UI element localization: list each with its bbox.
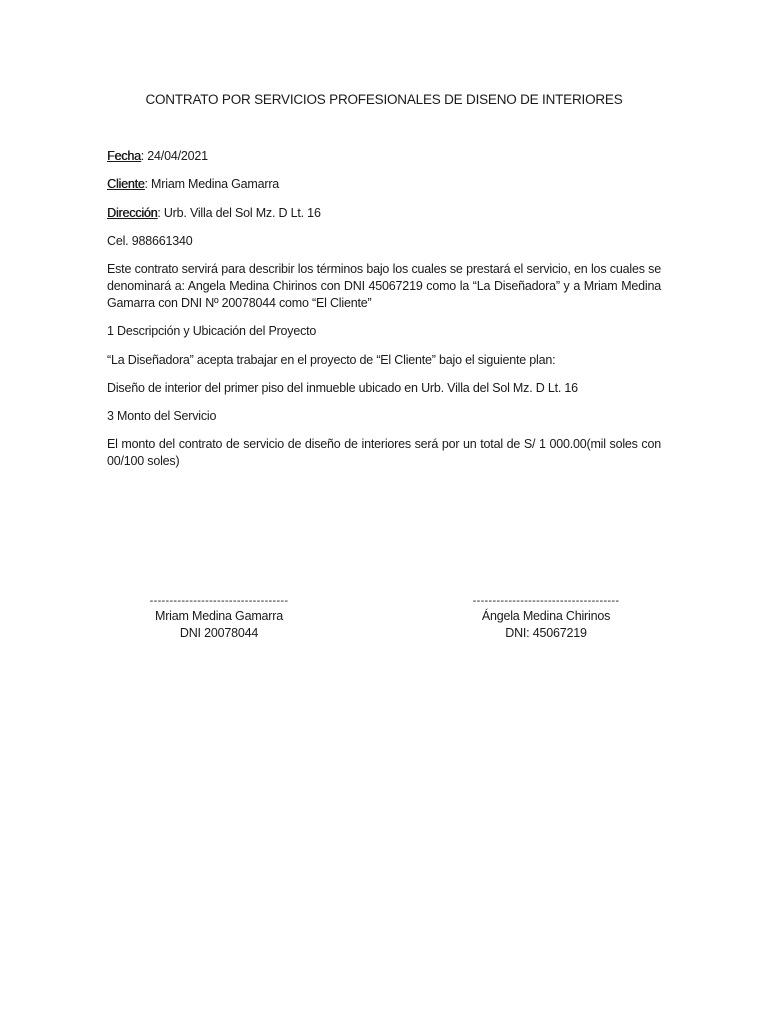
signature-right (426, 594, 666, 642)
signature-right-name: Ángela Medina Chirinos (481, 609, 611, 623)
cliente-value: : Mriam Medina Gamarra (144, 177, 280, 191)
fecha-label: Fecha (107, 149, 141, 163)
signature-left-id: DNI 20078044 (179, 626, 259, 640)
direccion-label: Dirección (107, 206, 158, 220)
section3-heading: 3 Monto del Servicio (107, 409, 217, 423)
cliente-line (107, 176, 661, 193)
intro-paragraph: Este contrato servirá para describir los términos bajo los cuales se prestará el servicio, en los cuales se denominará a: Angela Medina Chirinos con DNI 45067219 como la “La Diseñadora” y a Mriam Medina Gamarra con DNI Nº 20078044 como “El Cliente” (107, 262, 661, 310)
signature-right-line: ------------------------------------- (472, 595, 620, 607)
signature-left-line: ----------------------------------- (149, 595, 289, 607)
signature-left-name: Mriam Medina Gamarra (155, 609, 283, 623)
section3-text: El monto del contrato de servicio de diseño de interiores será por un total de S/ 1 000.00(mil soles con 00/100 soles) (107, 437, 661, 468)
direccion-value: : Urb. Villa del Sol Mz. D Lt. 16 (157, 206, 321, 220)
fecha-line (107, 148, 661, 165)
fecha-value: : 24/04/2021 (140, 149, 208, 163)
cel-line: Cel. 988661340 (107, 234, 193, 248)
signature-left (99, 594, 339, 642)
signature-right-id: DNI: 45067219 (505, 626, 587, 640)
section1-detail: Diseño de interior del primer piso del inmueble ubicado en Urb. Villa del Sol Mz. D Lt. 16 (107, 381, 578, 395)
cliente-label: Cliente (107, 177, 145, 191)
document-title: CONTRATO POR SERVICIOS PROFESIONALES DE DISENO DE INTERIORES (145, 92, 623, 107)
section1-heading: 1 Descripción y Ubicación del Proyecto (107, 324, 317, 338)
section1-text: “La Diseñadora” acepta trabajar en el proyecto de “El Cliente” bajo el siguiente plan: (107, 353, 556, 367)
direccion-line (107, 205, 661, 222)
